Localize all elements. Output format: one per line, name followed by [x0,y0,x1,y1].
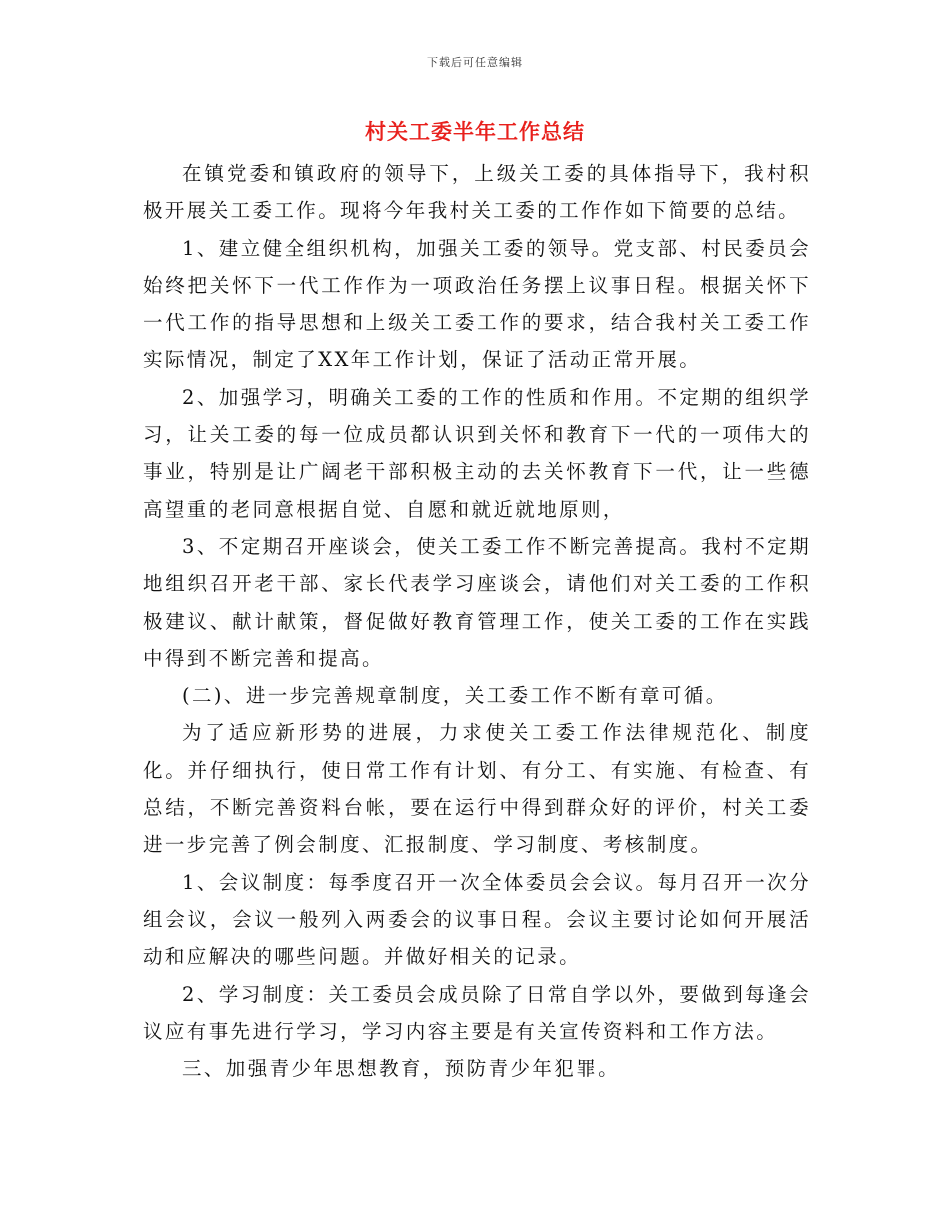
paragraph-organization: 1、建立健全组织机构，加强关工委的领导。党支部、村民委员会始终把关怀下一代工作作为一项政治任务摆上议事日程。根据关怀下一代工作的指导思想和上级关工委工作的要求，结合我村关工委工作实际情况，制定了XX年工作计划，保证了活动正常开展。 [143,236,811,372]
paragraph-meeting-rule: 1、会议制度：每季度召开一次全体委员会会议。每月召开一次分组会议，会议一般列入两委会的议事日程。会议主要讨论如何开展活动和应解决的哪些问题。并做好相关的记录。 [143,870,811,969]
paragraph-forum: 3、不定期召开座谈会，使关工委工作不断完善提高。我村不定期地组织召开老干部、家长代表学习座谈会，请他们对关工委的工作积极建议、献计献策，督促做好教育管理工作，使关工委的工作在实践中得到不断完善和提高。 [143,534,811,670]
paragraph-rules: 为了适应新形势的进展，力求使关工委工作法律规范化、制度化。并仔细执行，使日常工作有计划、有分工、有实施、有检查、有总结，不断完善资料台帐，要在运行中得到群众好的评价，村关工委进一步完善了例会制度、汇报制度、学习制度、考核制度。 [143,721,811,857]
paragraph-study-rule: 2、学习制度：关工委员会成员除了日常自学以外，要做到每逢会议应有事先进行学习，学习内容主要是有关宣传资料和工作方法。 [143,982,811,1043]
paragraph-section-three: 三、加强青少年思想教育，预防青少年犯罪。 [182,1057,621,1081]
document-title: 村关工委半年工作总结 [365,119,585,144]
header-note: 下载后可任意编辑 [427,56,523,69]
paragraph-section-two: (二)、进一步完善规章制度，关工委工作不断有章可循。 [182,684,728,708]
paragraph-study: 2、加强学习，明确关工委的工作的性质和作用。不定期的组织学习，让关工委的每一位成员都认识到关怀和教育下一代的一项伟大的事业，特别是让广阔老干部积极主动的去关怀教育下一代，让一些德高望重的老同意根据自觉、自愿和就近就地原则， [143,385,811,521]
paragraph-intro: 在镇党委和镇政府的领导下，上级关工委的具体指导下，我村积极开展关工委工作。现将今年我村关工委的工作作如下简要的总结。 [143,162,811,223]
document-body [143,155,811,1087]
